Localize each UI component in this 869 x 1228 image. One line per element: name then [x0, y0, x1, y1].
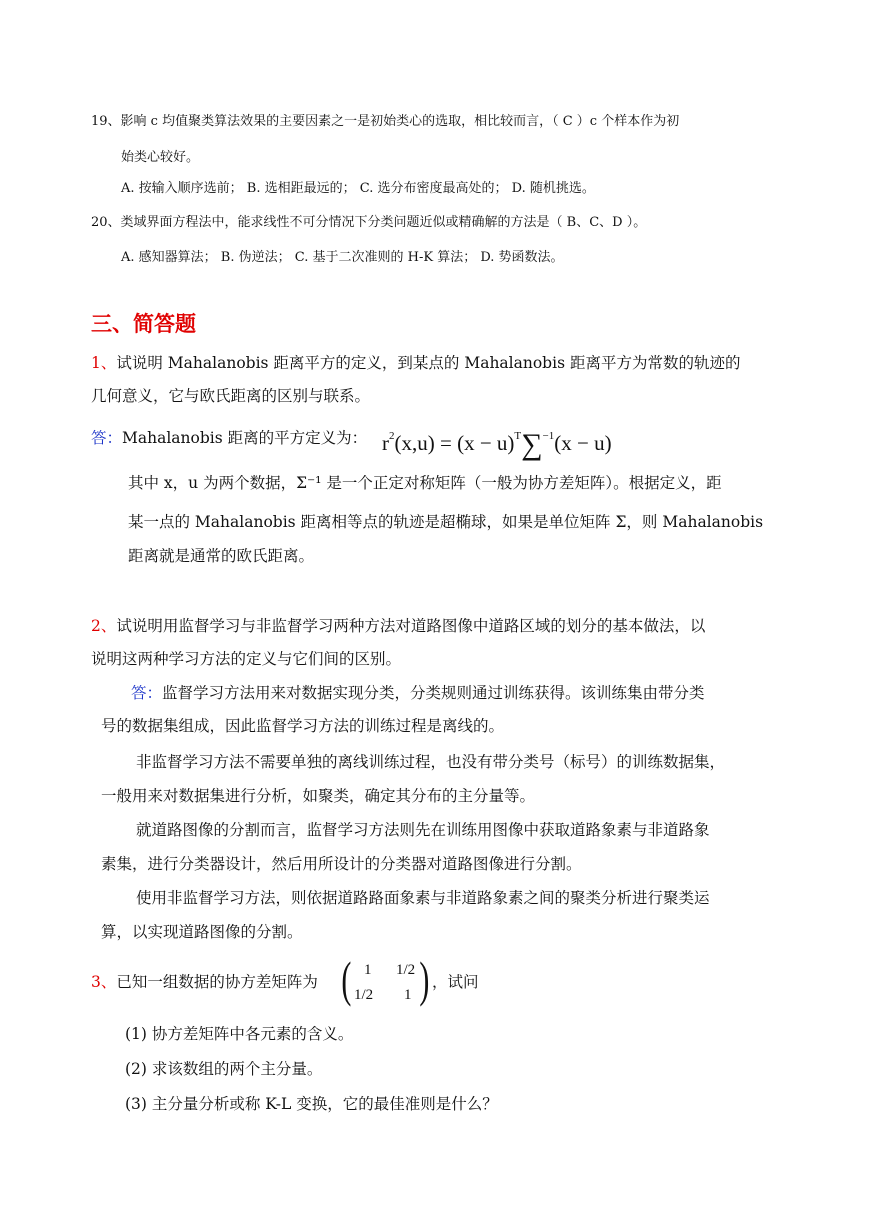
- sa2-p2-line1: 非监督学习方法不需要单独的离线训练过程，也没有带分类号（标号）的训练数据集，: [136, 753, 726, 771]
- formula-end: (x − u): [554, 431, 612, 455]
- sa3-question-lead: [91, 975, 318, 991]
- sa2-p3-line2: 素集，进行分类器设计，然后用所设计的分类器对道路图像进行分割。: [101, 855, 582, 873]
- matrix-cell-1-1: 1: [404, 987, 412, 1003]
- formula-r-sup: 2: [389, 430, 395, 442]
- section-title: 三、简答题: [91, 311, 196, 336]
- sa1-answer-lead-text: Mahalanobis 距离的平方定义为：: [122, 429, 368, 447]
- sa1-answer-label: 答：: [91, 429, 123, 447]
- sa2-answer-label: 答：: [131, 684, 163, 702]
- sa3-q-lead-text: 已知一组数据的协方差矩阵为: [116, 973, 318, 991]
- formula-T: T: [514, 430, 522, 442]
- sa1-q-text1: 试说明 Mahalanobis 距离平方的定义，到某点的 Mahalanobis 距离平方为常数的轨迹的: [116, 354, 741, 372]
- sa1-answer-line3: 距离就是通常的欧氏距离。: [128, 547, 315, 565]
- sa3-item-3: (3) 主分量分析或称 K-L 变换，它的最佳准则是什么？: [125, 1095, 498, 1113]
- q19-line2: 始类心较好。: [121, 150, 200, 165]
- sa2-p4-line2: 算，以实现道路图像的分割。: [101, 923, 303, 941]
- q19-options: A. 按输入顺序选前； B. 选相距最远的； C. 选分布密度最高处的； D. 随机挑选。: [121, 181, 595, 196]
- sa1-number: 1、: [91, 354, 117, 372]
- formula-r: r: [382, 431, 389, 455]
- sa2-p1-text1: 监督学习方法用来对数据实现分类，分类规则通过训练获得。该训练集由带分类: [162, 684, 705, 702]
- sa1-answer-line2: 某一点的 Mahalanobis 距离相等点的轨迹是超椭球，如果是单位矩阵 Σ，则 Mahalanobis: [128, 513, 764, 531]
- sa2-p1-line1: [131, 686, 705, 702]
- matrix-cell-0-0: 1: [364, 962, 372, 978]
- sa2-question-line2: 说明这两种学习方法的定义与它们间的区别。: [91, 650, 402, 668]
- matrix-right-paren: ): [419, 951, 430, 1007]
- sa2-p1-line2: 号的数据集组成，因此监督学习方法的训练过程是离线的。: [101, 717, 505, 735]
- formula-inv: −1: [542, 430, 555, 442]
- sa2-p4-line1: 使用非监督学习方法，则依据道路路面象素与非道路象素之间的聚类分析进行聚类运: [136, 889, 710, 907]
- matrix-cell-1-0: 1/2: [354, 987, 374, 1003]
- matrix-left-paren: (: [341, 951, 352, 1007]
- sa1-answer-line1: 其中 x，u 为两个数据，Σ⁻¹ 是一个正定对称矩阵（一般为协方差矩阵）。根据定义，距: [128, 474, 722, 492]
- covariance-matrix: [341, 951, 434, 1008]
- sa1-question-line2: 几何意义，它与欧氏距离的区别与联系。: [91, 387, 371, 405]
- q20-options: A. 感知器算法； B. 伪逆法； C. 基于二次准则的 H-K 算法； D. 势函数法。: [121, 250, 564, 265]
- sa2-question-line1: [91, 619, 705, 635]
- sa1-question-line1: [91, 356, 740, 372]
- sa2-p3-line1: 就道路图像的分割而言，监督学习方法则先在训练用图像中获取道路象素与非道路象: [136, 821, 710, 839]
- q20-line1: 20、类域界面方程法中，能求线性不可分情况下分类问题近似或精确解的方法是（ B、C、D ）。: [91, 215, 647, 230]
- formula-mid: (x,u) = (x − u): [394, 431, 515, 455]
- sa1-answer-lead: [91, 431, 367, 447]
- sa2-number: 2、: [91, 617, 117, 635]
- q19-line1: 19、影响 c 均值聚类算法效果的主要因素之一是初始类心的选取，相比较而言，（ C ）c 个样本作为初: [91, 114, 680, 129]
- sa3-question-tail: ，试问: [432, 973, 479, 991]
- sa3-number: 3、: [91, 973, 117, 991]
- formula-sigma: ∑: [521, 428, 543, 461]
- mahalanobis-formula: [382, 424, 612, 461]
- sa2-p2-line2: 一般用来对数据集进行分析，如聚类，确定其分布的主分量等。: [101, 787, 536, 805]
- sa3-item-1: (1) 协方差矩阵中各元素的含义。: [125, 1025, 354, 1043]
- matrix-cell-0-1: 1/2: [396, 962, 416, 978]
- sa3-item-2: (2) 求该数组的两个主分量。: [125, 1060, 323, 1078]
- sa2-q-text1: 试说明用监督学习与非监督学习两种方法对道路图像中道路区域的划分的基本做法，以: [116, 617, 706, 635]
